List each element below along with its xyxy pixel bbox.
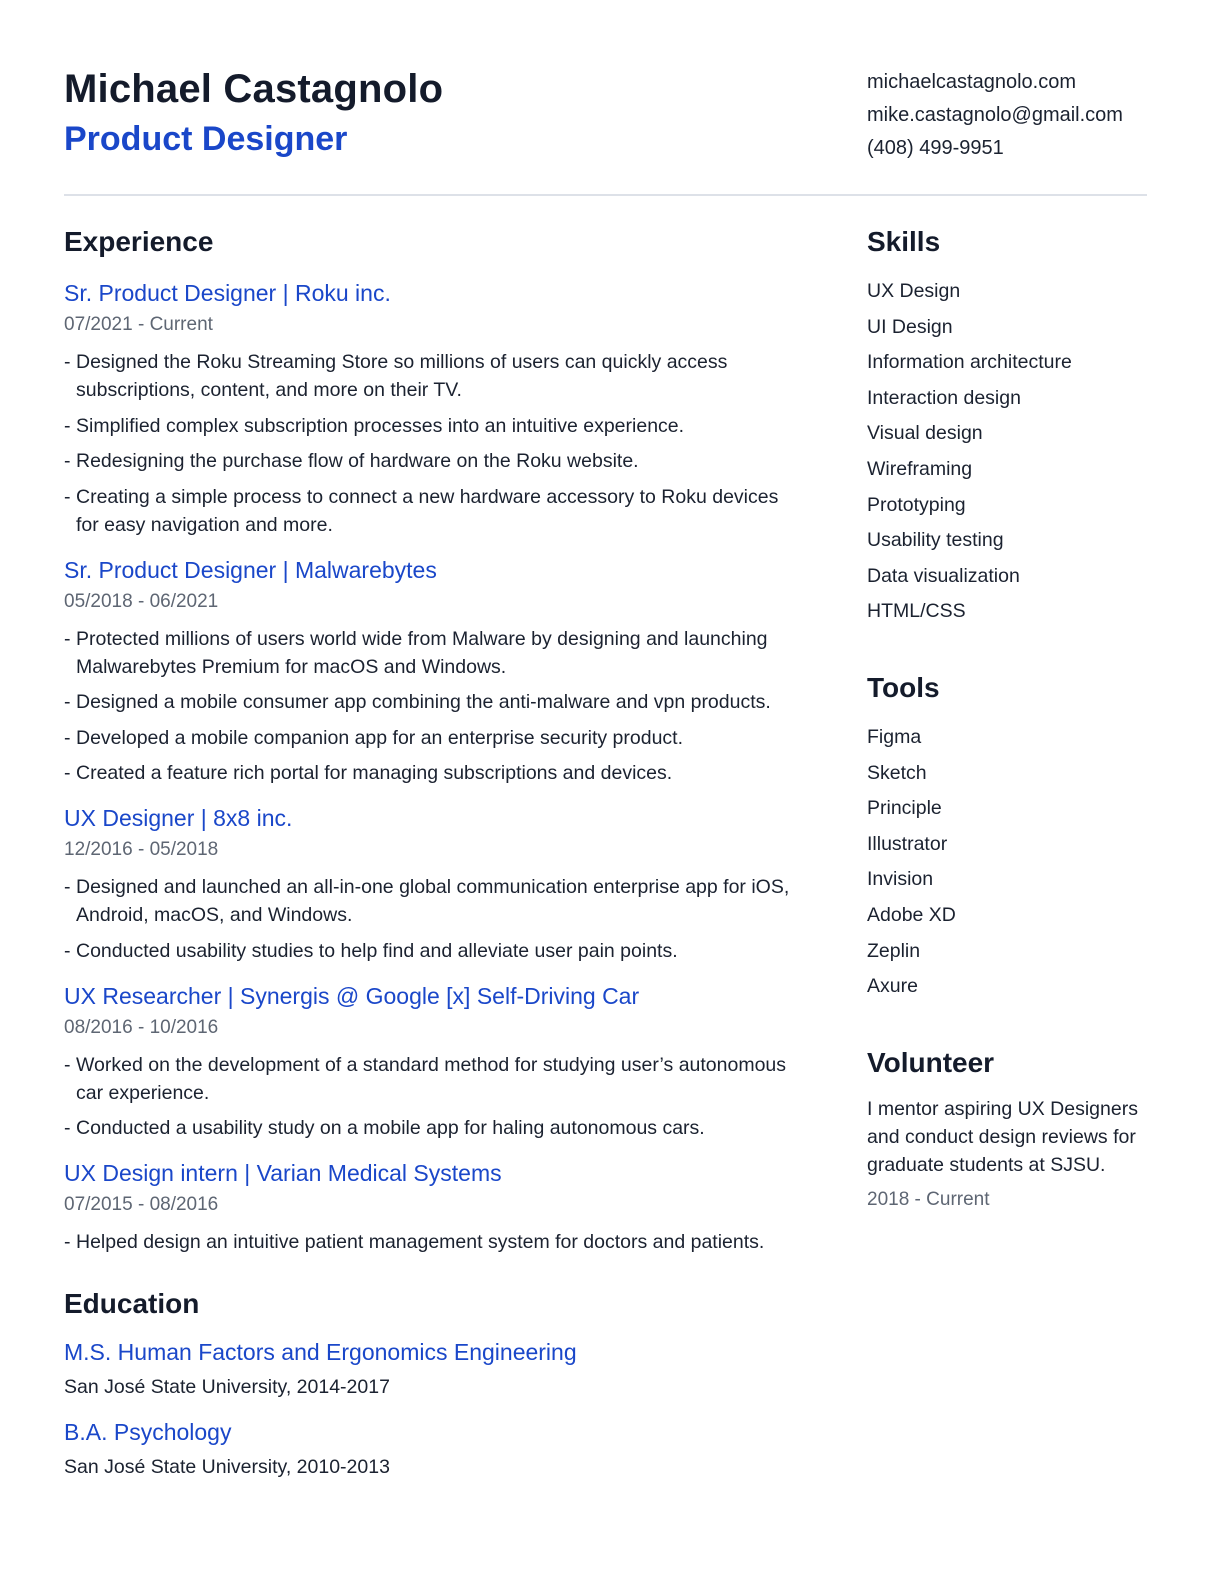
school-name: San José State University, 2010-2013 <box>64 1456 390 1478</box>
tool-item: Figma <box>867 725 922 748</box>
job-bullets <box>64 873 804 965</box>
phone-number: (408) 499-9951 <box>867 137 1004 159</box>
job-bullet: - Designed and launched an all-in-one global communication enterprise app for iOS, Android, macOS, and Windows. <box>64 873 804 929</box>
skill-item: Visual design <box>867 422 983 445</box>
tool-item: Illustrator <box>867 832 948 855</box>
job-dates: 07/2021 - Current <box>64 314 213 335</box>
education-entry <box>64 1334 804 1404</box>
skill-item: Data visualization <box>867 564 1020 587</box>
job-entry <box>64 553 804 788</box>
volunteer-dates: 2018 - Current <box>867 1188 990 1210</box>
job-entry <box>64 1156 804 1256</box>
job-bullets <box>64 1051 804 1143</box>
tool-item: Sketch <box>867 761 927 784</box>
job-bullet: - Developed a mobile companion app for an enterprise security product. <box>64 724 804 752</box>
job-title: Sr. Product Designer | Malwarebytes <box>64 556 437 583</box>
job-title: UX Designer | 8x8 inc. <box>64 805 293 831</box>
job-bullet: - Designed the Roku Streaming Store so millions of users can quickly access subscriptions, content, and more on their TV. <box>64 348 804 404</box>
tools-section <box>867 668 1167 1005</box>
contact-info <box>867 66 1123 165</box>
header-divider <box>64 194 1147 196</box>
job-entry <box>64 276 804 539</box>
job-dates: 05/2018 - 06/2021 <box>64 590 219 612</box>
job-bullet: - Protected millions of users world wide from Malware by designing and launching Malwarebytes Premium for macOS and Windows. <box>64 625 804 681</box>
education-list <box>64 1334 804 1484</box>
education-entry <box>64 1414 804 1484</box>
candidate-name: Michael Castagnolo <box>64 67 444 111</box>
job-title: UX Design intern | Varian Medical Systems <box>64 1160 502 1186</box>
website-link[interactable]: michaelcastagnolo.com <box>867 71 1076 93</box>
tools-heading: Tools <box>867 671 940 703</box>
candidate-title: Product Designer <box>64 120 348 158</box>
job-bullet: - Redesigning the purchase flow of hardware on the Roku website. <box>64 447 804 475</box>
job-bullet: - Designed a mobile consumer app combining the anti-malware and vpn products. <box>64 688 804 716</box>
job-dates: 08/2016 - 10/2016 <box>64 1016 219 1038</box>
degree-title: M.S. Human Factors and Ergonomics Engineering <box>64 1339 577 1365</box>
degree-title: B.A. Psychology <box>64 1419 232 1445</box>
resume-header <box>64 64 443 164</box>
tool-item: Invision <box>867 868 934 891</box>
volunteer-section <box>867 1043 1167 1217</box>
job-bullets <box>64 625 804 788</box>
job-title: Sr. Product Designer | Roku inc. <box>64 280 391 306</box>
job-entry <box>64 979 804 1143</box>
job-bullet: - Creating a simple process to connect a new hardware accessory to Roku devices for easy navigation and more. <box>64 483 804 539</box>
job-bullet: - Simplified complex subscription processes into an intuitive experience. <box>64 412 804 440</box>
tools-list <box>867 720 1167 1005</box>
skill-item: Interaction design <box>867 386 1021 409</box>
job-bullets <box>64 1228 804 1256</box>
job-dates: 12/2016 - 05/2018 <box>64 839 219 860</box>
skill-item: HTML/CSS <box>867 600 966 623</box>
skills-heading: Skills <box>867 226 941 257</box>
school-name: San José State University, 2014-2017 <box>64 1376 390 1398</box>
email-link[interactable]: mike.castagnolo@gmail.com <box>867 104 1123 126</box>
tool-item: Principle <box>867 797 942 820</box>
tool-item: Zeplin <box>867 939 921 962</box>
skill-item: Wireframing <box>867 457 973 480</box>
skill-item: Usability testing <box>867 529 1004 552</box>
job-bullet: - Created a feature rich portal for managing subscriptions and devices. <box>64 759 804 787</box>
job-bullets <box>64 348 804 539</box>
tool-item: Axure <box>867 975 918 998</box>
skill-item: UI Design <box>867 315 953 338</box>
main-column <box>64 222 804 1494</box>
job-title: UX Researcher | Synergis @ Google [x] Self-Driving Car <box>64 982 640 1009</box>
volunteer-description: I mentor aspiring UX Designers and conduct design reviews for graduate students at SJSU. <box>867 1097 1138 1176</box>
job-dates: 07/2015 - 08/2016 <box>64 1194 219 1215</box>
skill-item: UX Design <box>867 280 961 302</box>
education-heading: Education <box>64 1288 200 1319</box>
job-bullet: - Helped design an intuitive patient management system for doctors and patients. <box>64 1228 804 1256</box>
experience-list <box>64 276 804 1256</box>
skill-item: Information architecture <box>867 351 1072 374</box>
skills-list <box>867 274 1167 630</box>
experience-heading: Experience <box>64 226 214 257</box>
job-entry <box>64 801 804 965</box>
skills-section <box>867 222 1167 630</box>
volunteer-heading: Volunteer <box>867 1046 995 1078</box>
job-bullet: - Conducted usability studies to help find and alleviate user pain points. <box>64 937 804 965</box>
job-bullet: - Conducted a usability study on a mobile app for haling autonomous cars. <box>64 1114 804 1142</box>
sidebar-column <box>867 222 1167 1255</box>
tool-item: Adobe XD <box>867 903 956 926</box>
job-bullet: - Worked on the development of a standard method for studying user’s autonomous car experience. <box>64 1051 804 1107</box>
skill-item: Prototyping <box>867 493 966 516</box>
